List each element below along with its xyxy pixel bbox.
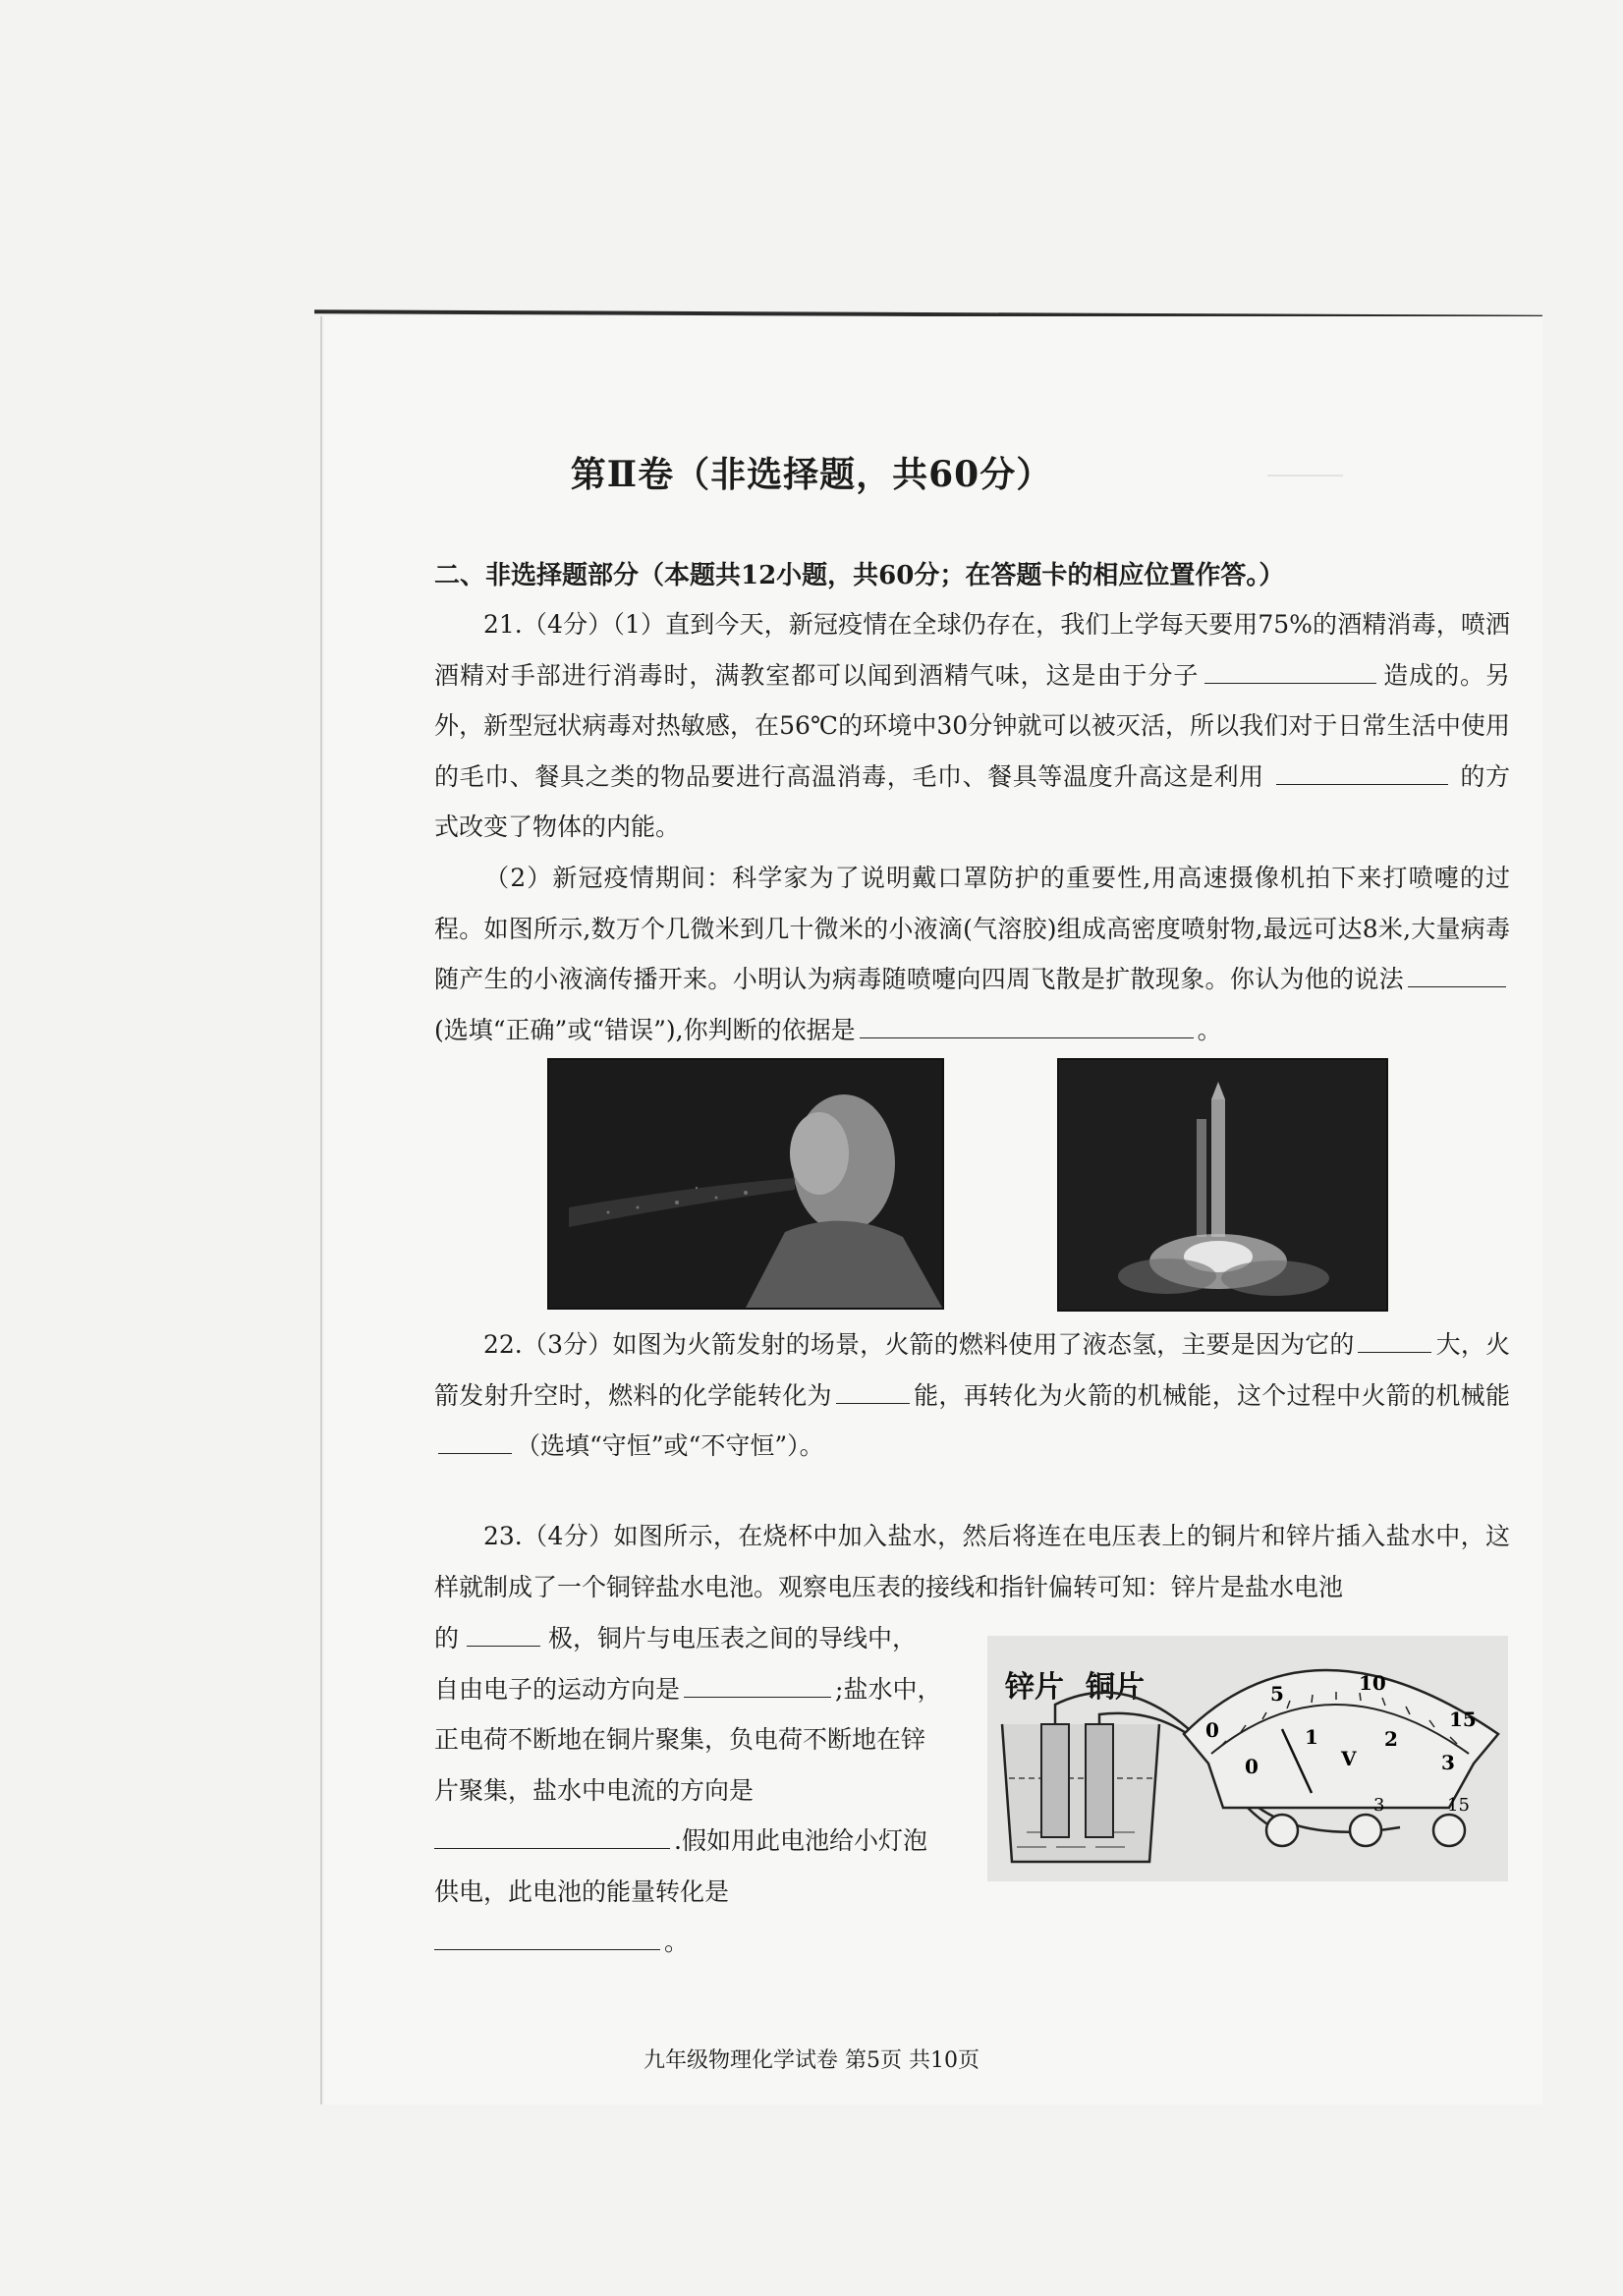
- q21-text: 造成的。另外，新型冠状病毒对热敏感，在56℃的环境中30分钟就可以被灭活，所以我们对于日常生活中使用的毛巾、餐具之类的物品要进行高温消毒，毛巾、餐具等温度升高这是利用: [434, 660, 1510, 791]
- q23-text: ;盐水中，: [835, 1674, 942, 1704]
- answer-blank[interactable]: [438, 1428, 512, 1454]
- answer-blank[interactable]: [1204, 658, 1376, 684]
- answer-blank[interactable]: [467, 1621, 540, 1647]
- terminal-label-3: 3: [1373, 1795, 1385, 1816]
- q21-text: (选填“正确”或“错误”),你判断的依据是: [434, 1015, 856, 1044]
- q23-text: 。: [664, 1928, 690, 1956]
- scan-edge: [320, 316, 322, 2104]
- bleed-through: _______: [1267, 452, 1343, 476]
- scale-top-15: 15: [1449, 1708, 1477, 1731]
- zinc-label: 锌片: [1005, 1670, 1064, 1705]
- q23-text: 片聚集，盐水中电流的方向是: [434, 1775, 755, 1805]
- terminal-negative: [1266, 1815, 1298, 1846]
- q21-text: 。: [1197, 1015, 1222, 1044]
- battery-voltmeter-diagram: [987, 1636, 1508, 1881]
- q23-text: 供电，此电池的能量转化是: [434, 1876, 730, 1906]
- scale-bottom-0: 0: [1245, 1755, 1259, 1778]
- sneeze-photo: [547, 1058, 944, 1310]
- answer-blank[interactable]: [684, 1672, 831, 1698]
- answer-blank[interactable]: [1358, 1327, 1431, 1353]
- page-footer: 九年级物理化学试卷 第5页 共10页: [644, 2048, 979, 2073]
- q22-text: 大，火箭发射升空时，燃料的化学能转化为: [434, 1330, 1510, 1410]
- copper-label: 铜片: [1086, 1670, 1145, 1705]
- q21-text: 的方式改变了物体的内能。: [434, 761, 1510, 841]
- answer-blank[interactable]: [1276, 759, 1448, 785]
- q23-text: 23.（4分）如图所示，在烧杯中加入盐水，然后将连在电压表上的铜片和锌片插入盐水中，这样就制成了一个铜锌盐水电池。观察电压表的接线和指针偏转可知：锌片是盐水电池: [434, 1522, 1510, 1601]
- scale-top-0: 0: [1205, 1718, 1219, 1742]
- section-heading: 二、非选择题部分（本题共12小题，共60分；在答题卡的相应位置作答。）: [434, 561, 1285, 590]
- question-21-part-1: [434, 599, 1510, 853]
- q23-text: 的: [434, 1624, 460, 1652]
- q21-text: 21.（4分）（1）直到今天，新冠疫情在全球仍存在，我们上学每天要用75%的酒精消毒，喷洒酒精对手部进行消毒时，满教室都可以闻到酒精气味，这是由于分子: [434, 610, 1510, 690]
- answer-blank[interactable]: [860, 1013, 1194, 1038]
- terminal-3v: [1350, 1815, 1381, 1846]
- question-21-part-2: [434, 853, 1510, 1055]
- answer-blank[interactable]: [836, 1378, 910, 1404]
- q23-text: 自由电子的运动方向是: [434, 1674, 681, 1704]
- scale-top-10: 10: [1359, 1671, 1386, 1695]
- scale-bottom-3: 3: [1441, 1751, 1455, 1774]
- q22-text: 能，再转化为火箭的机械能，这个过程中火箭的机械能: [913, 1380, 1510, 1410]
- scale-bottom-1: 1: [1305, 1725, 1318, 1749]
- terminal-label-15: 15: [1447, 1795, 1470, 1816]
- q22-text: （选填“守恒”或“不守恒”）。: [516, 1431, 824, 1460]
- terminal-15v: [1433, 1815, 1465, 1846]
- q23-text: 极，铜片与电压表之间的导线中，: [548, 1624, 918, 1652]
- page-title: 第Ⅱ卷（非选择题，共60分）: [570, 454, 1053, 495]
- answer-blank[interactable]: [434, 1823, 670, 1849]
- answer-blank[interactable]: [434, 1925, 660, 1950]
- scale-bottom-2: 2: [1384, 1727, 1398, 1751]
- question-22: [434, 1319, 1510, 1472]
- q23-text: .假如用此电池给小灯泡: [674, 1826, 927, 1855]
- q22-text: 22.（3分）如图为火箭发射的场景，火箭的燃料使用了液态氢，主要是因为它的: [483, 1330, 1355, 1359]
- answer-blank[interactable]: [1408, 962, 1506, 987]
- scale-top-5: 5: [1270, 1682, 1284, 1706]
- question-23-intro: [434, 1511, 1510, 1612]
- q21-text: （2）新冠疫情期间：科学家为了说明戴口罩防护的重要性,用高速摄像机拍下来打喷嚏的过程。如图所示,数万个几微米到几十微米的小液滴(气溶胶)组成高密度喷射物,最远可达8米,大量病毒随产生的小液滴传播开来。小明认为病毒随喷嚏向四周飞散是扩散现象。你认为他的说法: [434, 864, 1510, 993]
- q23-text: 正电荷不断地在铜片聚集，负电荷不断地在锌: [434, 1725, 926, 1754]
- rocket-launch-photo: [1057, 1058, 1388, 1312]
- question-23-body: [434, 1613, 984, 1968]
- unit-label: V: [1341, 1747, 1357, 1770]
